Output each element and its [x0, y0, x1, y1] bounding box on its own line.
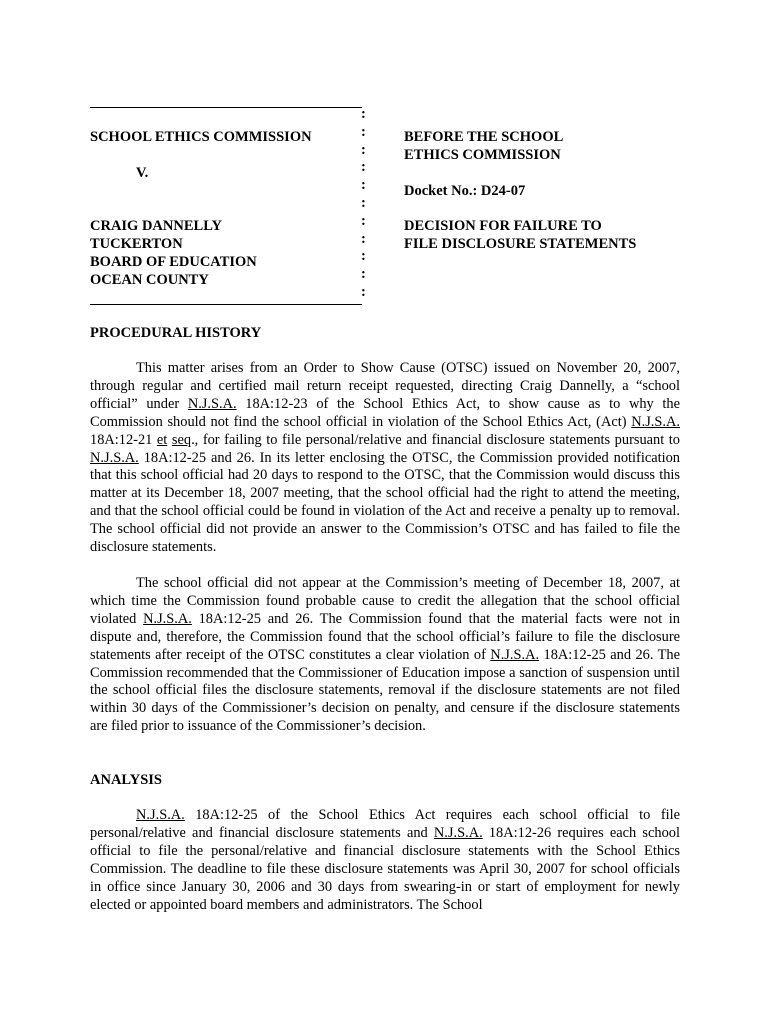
caption-respondent-line: BOARD OF EDUCATION [90, 254, 257, 270]
statute-citation: N.J.S.A. [187, 395, 237, 412]
caption-forum-line: ETHICS COMMISSION [404, 147, 561, 163]
case-caption [90, 96, 690, 316]
caption-bottom-rule [90, 304, 362, 305]
caption-colon: : [361, 141, 366, 158]
caption-plaintiff: SCHOOL ETHICS COMMISSION [90, 129, 312, 145]
caption-respondent-line: CRAIG DANNELLY [90, 218, 223, 234]
analysis-heading: ANALYSIS [90, 772, 162, 788]
caption-colon: : [361, 106, 366, 122]
statute-citation: N.J.S.A. [490, 646, 540, 663]
procedural-history-paragraph-2: The school official did not appear at the Commission’s meeting of December 18, 2007, at which time the Commission found probable cause to credit the allegation that the school official violated N.J.S.A. 18A:12-25 and 26. The Commission found that the material facts were not in dispute and, therefore, the Commission found that the school official’s failure to file the disclosure statements after receipt of the OTSC constitutes a clear violation of N.J.S.A. 18A:12-25 and 26. The Commission recommended that the Commissioner of Education impose a sanction of suspension until the school official files the disclosure statements, removal if the disclosure statements are not filed within 30 days of the Commissioner’s decision on penalty, and censure if the disclosure statements are filed prior to issuance of the Commissioner’s decision. [90, 575, 681, 735]
caption-colon: : [361, 266, 366, 283]
statute-citation: N.J.S.A. [433, 824, 483, 841]
procedural-history-heading: PROCEDURAL HISTORY [90, 325, 262, 341]
caption-colon: : [361, 194, 366, 211]
statute-citation: N.J.S.A. [136, 807, 185, 823]
decision-title-line: DECISION FOR FAILURE TO [404, 218, 602, 234]
procedural-history-paragraph-1: This matter arises from an Order to Show Cause (OTSC) issued on November 20, 2007, through regular and certified mail return receipt requested, directing Craig Dannelly, a “school official” under N.J.S.A. 18A:12-23 of the School Ethics Act, to show cause as to why the Commission should not find the school official in violation of the School Ethics Act, (Act) N.J.S.A. 18A:12-21 et seq., for failing to file personal/relative and financial disclosure statements pursuant to N.J.S.A. 18A:12-25 and 26. In its letter enclosing the OTSC, the Commission provided notification that this school official had 20 days to respond to the OTSC, that the Commission would discuss this matter at its December 18, 2007 meeting, that the school official had the right to attend the meeting, and that the school official could be found in violation of the Act and receive a penalty up to removal. The school official did not provide an answer to the Commission’s OTSC and has failed to file the disclosure statements. [90, 360, 681, 556]
caption-forum-line: BEFORE THE SCHOOL [404, 129, 564, 145]
caption-colon: : [361, 177, 366, 194]
caption-colon: : [361, 159, 366, 176]
caption-colon: : [361, 248, 366, 265]
caption-colon: : [361, 212, 366, 229]
caption-colon-column [361, 106, 366, 302]
decision-title-line: FILE DISCLOSURE STATEMENTS [404, 236, 637, 252]
latin-seq: seq [171, 431, 192, 448]
caption-respondent-line: TUCKERTON [90, 236, 183, 252]
caption-top-rule [90, 107, 362, 108]
latin-et: et [156, 431, 168, 448]
statute-citation: N.J.S.A. [143, 610, 192, 627]
caption-versus: V. [136, 165, 149, 181]
docket-number: Docket No.: D24-07 [404, 183, 526, 199]
caption-respondent-line: OCEAN COUNTY [90, 272, 209, 288]
statute-citation: N.J.S.A. [631, 413, 680, 430]
caption-colon: : [361, 283, 366, 300]
statute-citation: N.J.S.A. [90, 449, 139, 466]
caption-colon: : [361, 230, 366, 247]
analysis-paragraph-1: N.J.S.A. 18A:12-25 of the School Ethics Act requires each school official to file personal/relative and financial disclosure statements and N.J.S.A. 18A:12-26 requires each school official to file the personal/relative and financial disclosure statements with the School Ethics Commission. The deadline to file these disclosure statements was April 30, 2007 for school officials in office since January 30, 2006 and 30 days from swearing-in or start of employment for newly elected or appointed board members and administrators. The School [90, 807, 680, 913]
caption-colon: : [361, 123, 366, 140]
